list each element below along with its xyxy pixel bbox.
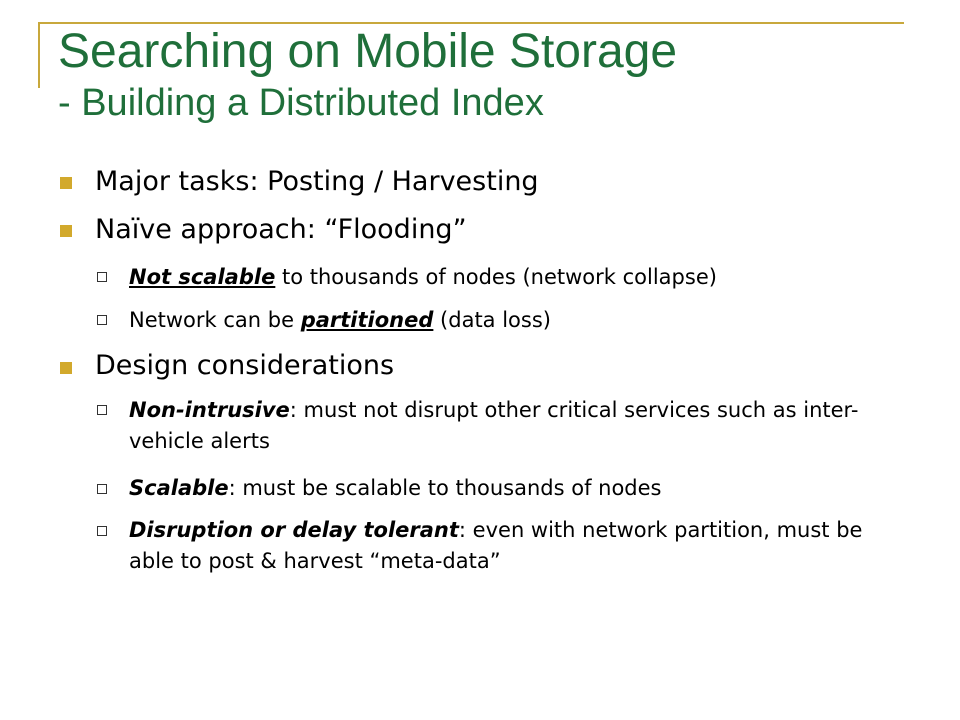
sub-bullet-non-intrusive [129, 395, 889, 457]
title-top-rule [38, 22, 904, 24]
sub-bullet-text: : must not disrupt other critical services such as inter-vehicle alerts [129, 398, 859, 453]
emphasis-scalable: Scalable [129, 476, 229, 500]
bullet-square-icon [60, 362, 72, 374]
sub-bullet-scalable [129, 473, 889, 504]
emphasis-disruption-tolerant: Disruption or delay tolerant [129, 518, 459, 542]
emphasis-partitioned: partitioned [300, 308, 434, 332]
slide-title-line2: - Building a Distributed Index [58, 82, 544, 124]
title-left-rule [38, 22, 40, 88]
emphasis-not-scalable: Not scalable [129, 265, 276, 289]
bullet-major-tasks: Major tasks: Posting / Harvesting [95, 166, 539, 197]
sub-bullet-hollow-square-icon [97, 484, 107, 494]
sub-bullet-text: : even with network partition, must be able to post & harvest “meta-data” [129, 518, 863, 573]
emphasis-non-intrusive: Non-intrusive [129, 398, 290, 422]
bullet-square-icon [60, 177, 72, 189]
sub-bullet-text: (data loss) [433, 308, 551, 332]
sub-bullet-not-scalable [129, 262, 889, 293]
bullet-naive-approach: Naïve approach: “Flooding” [95, 214, 467, 245]
sub-bullet-disruption-tolerant [129, 515, 889, 577]
sub-bullet-hollow-square-icon [97, 272, 107, 282]
slide-title-line1: Searching on Mobile Storage [58, 25, 678, 78]
slide-title [58, 25, 938, 124]
bullet-design-considerations: Design considerations [95, 350, 395, 381]
sub-bullet-text: : must be scalable to thousands of nodes [228, 476, 662, 500]
bullet-square-icon [60, 225, 72, 237]
sub-bullet-text: Network can be [129, 308, 301, 332]
sub-bullet-hollow-square-icon [97, 526, 107, 536]
sub-bullet-partitioned [129, 305, 889, 336]
sub-bullet-hollow-square-icon [97, 405, 107, 415]
sub-bullet-hollow-square-icon [97, 315, 107, 325]
sub-bullet-text: to thousands of nodes (network collapse) [275, 265, 717, 289]
